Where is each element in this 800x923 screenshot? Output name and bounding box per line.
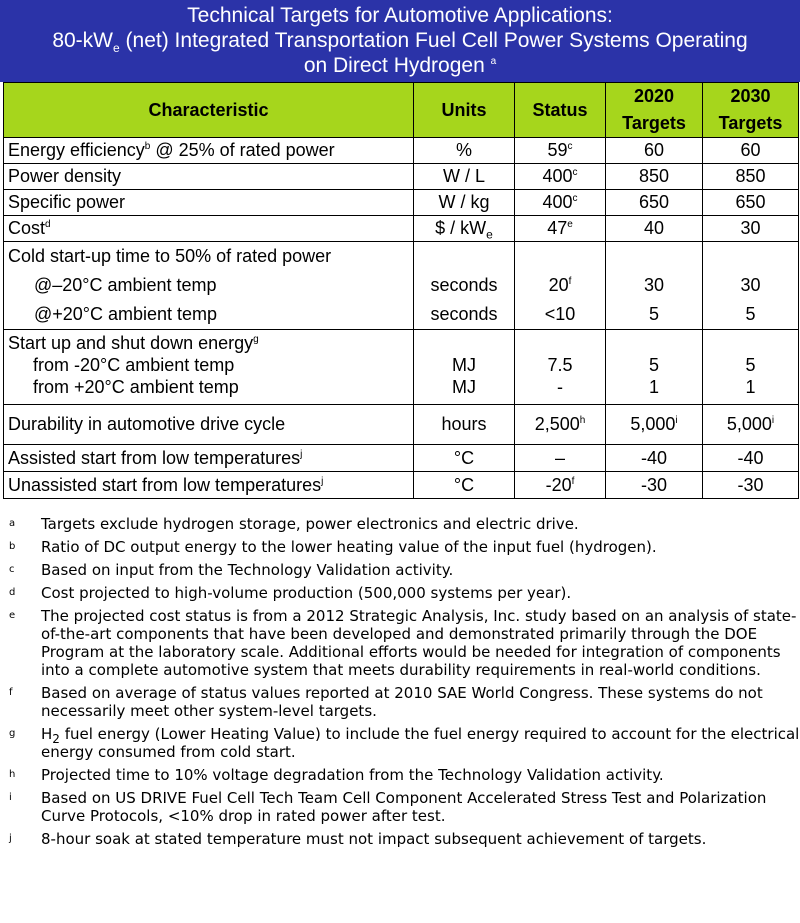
title-line-2-post: (net) Integrated Transportation Fuel Cell Power Systems Operating [119,29,748,52]
assisted-2030: -40 [703,445,799,472]
durability-2020 [606,405,703,445]
footnote-g-sub: 2 [52,732,60,746]
cold-sub1-2030: 30 [740,275,761,295]
startup-sub1-status: 7.5 [547,355,573,375]
energy-units: % [414,138,515,164]
table-row [4,445,799,472]
energy-label-text: Energy efficiency [8,140,145,160]
assisted-label-text: Assisted start from low temperatures [8,447,301,468]
footnote-j-text: 8-hour soak at stated temperature must not impact subsequent achievement of targets. [41,830,707,848]
footnote-d-mark: d [9,587,16,598]
footnote-e-text: The projected cost status is from a 2012 Strategic Analysis, Inc. study based on an analysis of state-of-the-art components that have been developed and demonstrated primarily through the DOE Program at the laboratory scale. Additional efforts would be needed for integration of components into a complete automotive system that meets durability requirements in real-world conditions. [41,607,797,679]
footnote-d-text: Cost projected to high-volume production (500,000 systems per year). [41,584,572,602]
energy-2030: 60 [703,138,799,164]
energy-status-sup: c [567,141,573,152]
specific-2030: 650 [703,190,799,216]
header-characteristic: Characteristic [4,83,414,138]
cost-status-sup: e [567,219,573,230]
energy-status-value: 59 [547,140,568,160]
specific-status-sup: c [572,193,578,204]
footnote-g [0,725,800,761]
startup-units [414,330,515,405]
footnote-f [0,684,800,720]
durability-2020-sup: i [675,415,678,426]
cold-sub1-label: @–20°C ambient temp [34,275,217,295]
footnote-c-text: Based on input from the Technology Validation activity. [41,561,454,579]
durability-status [515,405,606,445]
footnote-i [0,789,800,825]
footnote-c-mark: c [9,564,15,575]
unassisted-status [515,472,606,499]
footnote-e-mark: e [9,610,16,621]
cost-units [414,216,515,242]
footnote-f-mark: f [9,687,13,698]
table-row [4,138,799,164]
startup-sub2-2030: 1 [745,377,756,397]
assisted-label [4,445,414,472]
header-status: Status [515,83,606,138]
density-2030: 850 [703,164,799,190]
cold-sub2-2020: 5 [648,304,659,324]
header-2020-year: 2020 [633,86,675,106]
header-2030-year: 2030 [730,86,771,106]
table-row [4,216,799,242]
unassisted-2020: -30 [606,472,703,499]
footnote-j [0,830,800,848]
durability-2020-value: 5,000 [630,414,676,434]
footnote-a [0,515,800,533]
unassisted-label-sup: j [321,475,324,487]
energy-status [515,138,606,164]
footnote-b-text: Ratio of DC output energy to the lower heating value of the input fuel (hydrogen). [41,538,657,556]
cold-sub1-2020: 30 [643,275,665,295]
cold-sub1-status [519,271,601,300]
footnote-b [0,538,800,556]
cold-sub2-label: @+20°C ambient temp [34,304,218,324]
unassisted-units: °C [414,472,515,499]
cold-sub2-units: seconds [430,304,498,324]
table-row [4,472,799,499]
energy-label-post: @ 25% of rated power [150,140,335,160]
title-line-2-sub: e [113,41,120,56]
unassisted-label-text: Unassisted start from low temperatures [8,474,322,495]
density-units: W / L [414,164,515,190]
cold-sub1-status-value: 20 [548,275,569,295]
cold-label [4,242,414,330]
specific-label: Specific power [4,190,414,216]
specific-status-value: 400 [542,192,573,212]
footnote-i-mark: i [9,792,12,803]
title-line-1: Technical Targets for Automotive Applications: [187,4,613,27]
energy-label [4,138,414,164]
title-line-3-sup: a [490,56,497,67]
density-label: Power density [4,164,414,190]
table-row [4,242,799,330]
footnote-i-text: Based on US DRIVE Fuel Cell Tech Team Cell Component Accelerated Stress Test and Polarization Curve Protocols, <10% drop in rated power after test. [41,789,767,825]
density-2020: 850 [606,164,703,190]
assisted-status: – [515,445,606,472]
density-status-sup: c [572,167,578,178]
footnote-g-text: fuel energy (Lower Heating Value) to include the fuel energy required to account for the electrical energy consumed from cold start. [41,725,800,761]
header-row [4,83,799,138]
footnote-a-text: Targets exclude hydrogen storage, power electronics and electric drive. [41,515,579,533]
title-line-2 [0,28,800,56]
table-row [4,190,799,216]
cold-label-text: Cold start-up time to 50% of rated power [8,246,332,266]
footnote-g-mark: g [9,728,16,739]
energy-label-sup: b [144,141,151,152]
table-row [4,405,799,445]
header-2020-targets: Targets [622,113,686,133]
startup-sub2-status: - [557,377,563,397]
footnote-e [0,607,800,679]
unassisted-status-value: -20 [545,474,572,495]
table-title [0,0,800,82]
footnote-d [0,584,800,602]
unassisted-2030: -30 [703,472,799,499]
cold-sub1-status-sup: f [568,276,572,287]
durability-2030-value: 5,000 [726,414,772,434]
durability-2030-sup: i [771,415,775,426]
startup-sub2-2020: 1 [648,377,659,397]
header-units: Units [414,83,515,138]
title-line-2-pre: 80-kW [52,29,114,52]
durability-label: Durability in automotive drive cycle [4,405,414,445]
cost-label-text: Cost [8,218,46,238]
cold-2030 [703,242,799,330]
startup-status [515,330,606,405]
startup-sub1-2020: 5 [648,355,659,375]
cost-status [515,216,606,242]
cost-units-text: $ / kW [435,218,487,238]
startup-sub2-units: MJ [452,377,476,397]
footnote-f-text: Based on average of status values reported at 2010 SAE World Congress. These systems do not necessarily meet other system-level targets. [41,684,763,720]
cost-status-value: 47 [547,218,568,238]
footnote-g-pre: H [41,725,53,743]
cold-units [414,242,515,330]
durability-units: hours [414,405,515,445]
targets-table [3,82,799,499]
unassisted-status-sup: f [571,475,575,487]
startup-label-line [8,332,409,354]
durability-status-value: 2,500 [534,414,580,434]
cold-sub1-units: seconds [430,275,498,295]
cold-sub2-status: <10 [544,304,576,324]
unassisted-label [4,472,414,499]
startup-sub2-label: from +20°C ambient temp [33,377,239,397]
footnote-h-mark: h [9,769,16,780]
footnote-b-mark: b [9,541,16,552]
cost-label-sup: d [45,219,51,230]
assisted-label-sup: j [300,448,303,460]
cost-2020: 40 [606,216,703,242]
table-row [4,164,799,190]
footnote-j-mark: j [9,833,12,844]
footnotes [0,515,800,853]
startup-label-sup: g [253,334,259,345]
density-status-value: 400 [542,166,573,186]
startup-2030 [703,330,799,405]
footnote-c [0,561,800,579]
cold-status [515,242,606,330]
startup-sub1-2030: 5 [745,355,756,375]
startup-label [4,330,414,405]
table-row [4,330,799,405]
assisted-units: °C [414,445,515,472]
durability-2030 [703,405,799,445]
cold-sub2-2030: 5 [745,304,756,324]
cold-2020 [606,242,703,330]
durability-status-sup: h [579,415,586,426]
footnote-h-text: Projected time to 10% voltage degradation from the Technology Validation activity. [41,766,664,784]
cost-units-sub: e [486,227,493,242]
specific-units: W / kg [414,190,515,216]
specific-2020: 650 [606,190,703,216]
cost-label [4,216,414,242]
title-line-3-text: on Direct Hydrogen [303,54,485,77]
specific-status [515,190,606,216]
energy-2020: 60 [606,138,703,164]
startup-sub1-units: MJ [452,355,476,375]
startup-label-text: Start up and shut down energy [8,333,254,353]
startup-sub1-label: from -20°C ambient temp [33,355,235,375]
header-2030-targets: Targets [718,113,783,133]
footnote-h [0,766,800,784]
header-2020 [606,83,703,138]
assisted-2020: -40 [606,445,703,472]
title-line-3 [0,53,800,78]
density-status [515,164,606,190]
footnote-a-mark: a [9,518,16,529]
header-2030 [703,83,799,138]
startup-2020 [606,330,703,405]
cost-2030: 30 [703,216,799,242]
